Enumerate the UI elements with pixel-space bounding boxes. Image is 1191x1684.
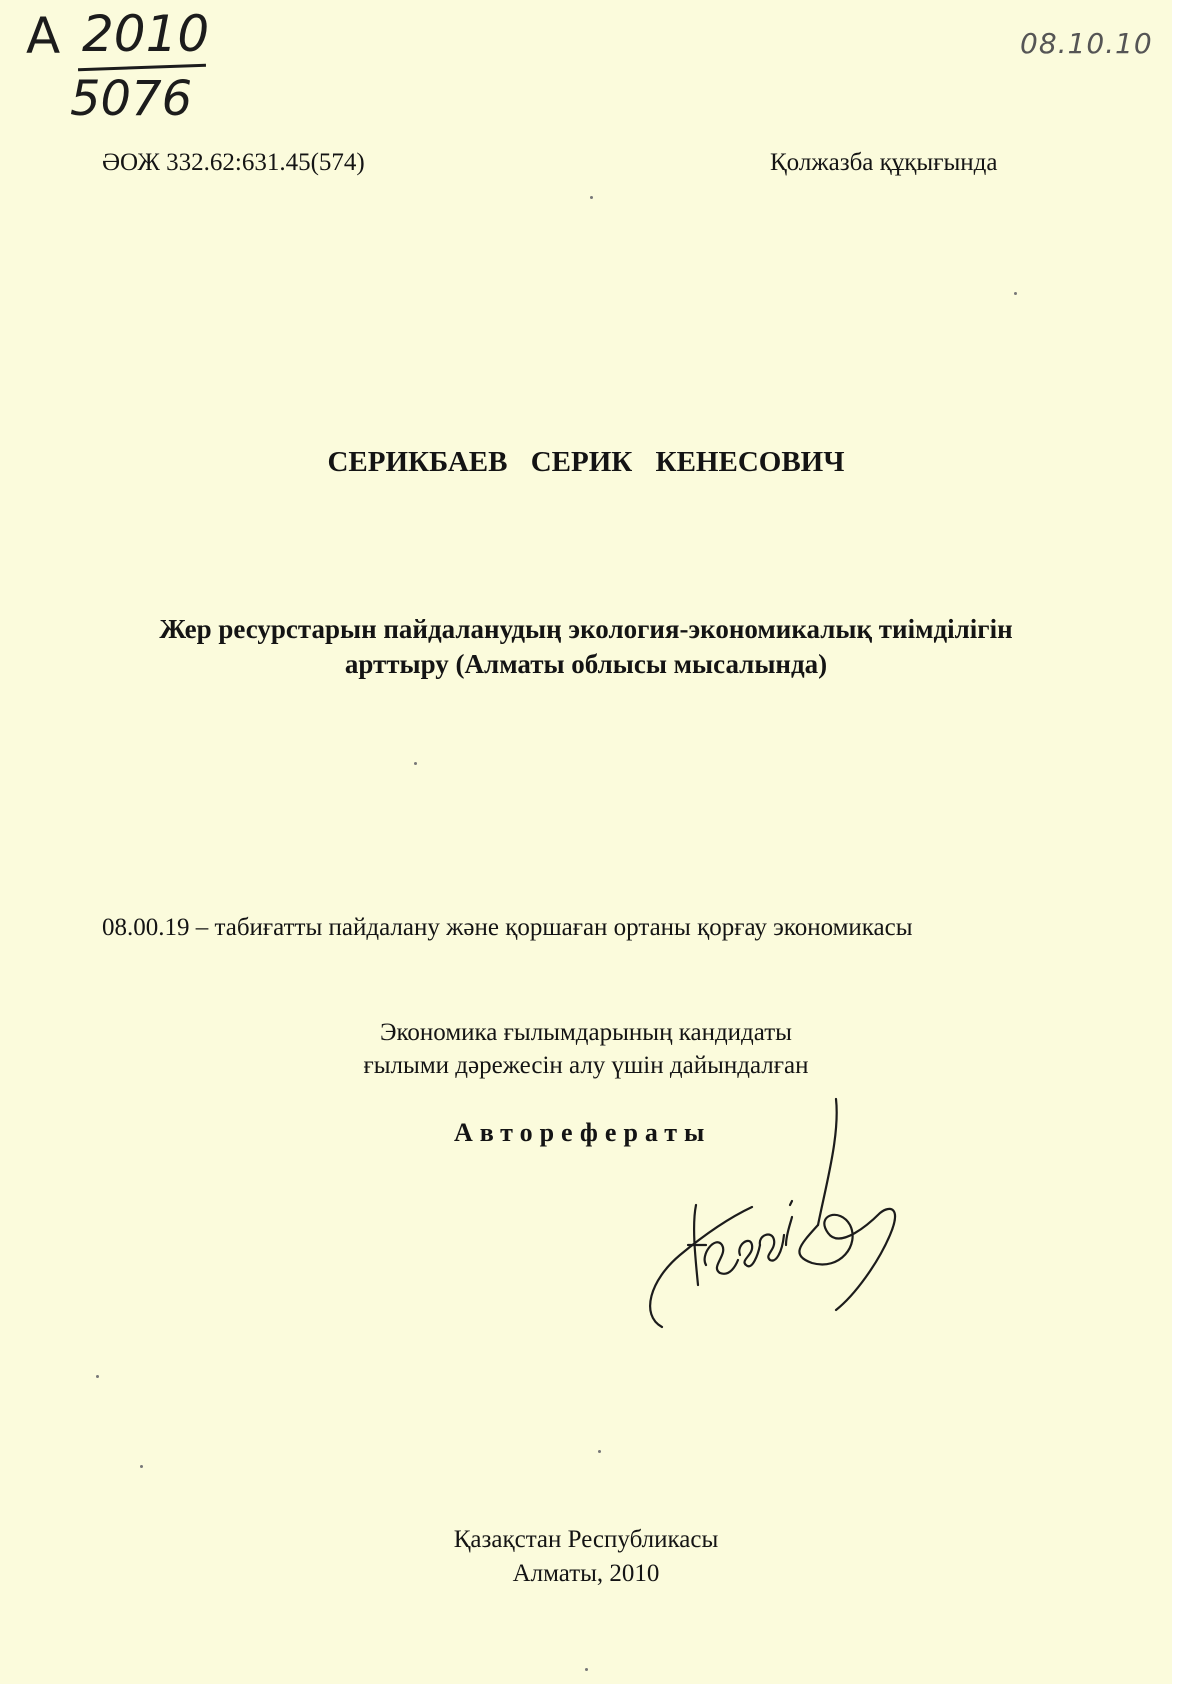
degree-line-2: ғылыми дәрежесін алу үшін дайындалған <box>363 1052 809 1079</box>
scan-speck <box>590 196 593 199</box>
title-line-2: арттыру (Алматы облысы мысалында) <box>344 649 828 679</box>
degree-statement <box>0 1016 1172 1082</box>
publication-city-year: Алматы, 2010 <box>512 1560 660 1587</box>
udc-code: ƏОЖ 332.62:631.45(574) <box>102 149 365 176</box>
scan-margin <box>1172 0 1191 1684</box>
publication-country: Қазақстан Республикасы <box>453 1526 719 1553</box>
library-mark-letter: A <box>26 7 61 65</box>
scan-speck <box>140 1465 143 1468</box>
dissertation-title <box>60 612 1112 682</box>
specialty-code: 08.00.19 – табиғатты пайдалану және қоршаған ортаны қорғау экономикасы <box>102 914 913 941</box>
scan-speck <box>585 1668 588 1671</box>
degree-line-1: Экономика ғылымдарының кандидаты <box>380 1019 792 1046</box>
received-date-note: 08.10.10 <box>1020 27 1153 60</box>
document-type-heading: Авторефераты <box>454 1118 712 1147</box>
author-name: СЕРИКБАЕВ СЕРИК КЕНЕСОВИЧ <box>327 446 845 478</box>
manuscript-rights-note: Қолжазба құқығында <box>770 149 998 176</box>
scan-speck <box>96 1375 99 1378</box>
library-mark-number: 5076 <box>70 71 193 127</box>
scan-speck <box>598 1450 601 1453</box>
scan-speck <box>414 762 417 765</box>
publication-imprint <box>0 1523 1172 1591</box>
handwritten-signature <box>640 1095 930 1335</box>
scan-speck <box>1014 292 1017 295</box>
library-mark-year: 2010 <box>82 5 210 63</box>
title-line-1: Жер ресурстарын пайдаланудың экология-экономикалық тиімділігін <box>159 614 1013 644</box>
